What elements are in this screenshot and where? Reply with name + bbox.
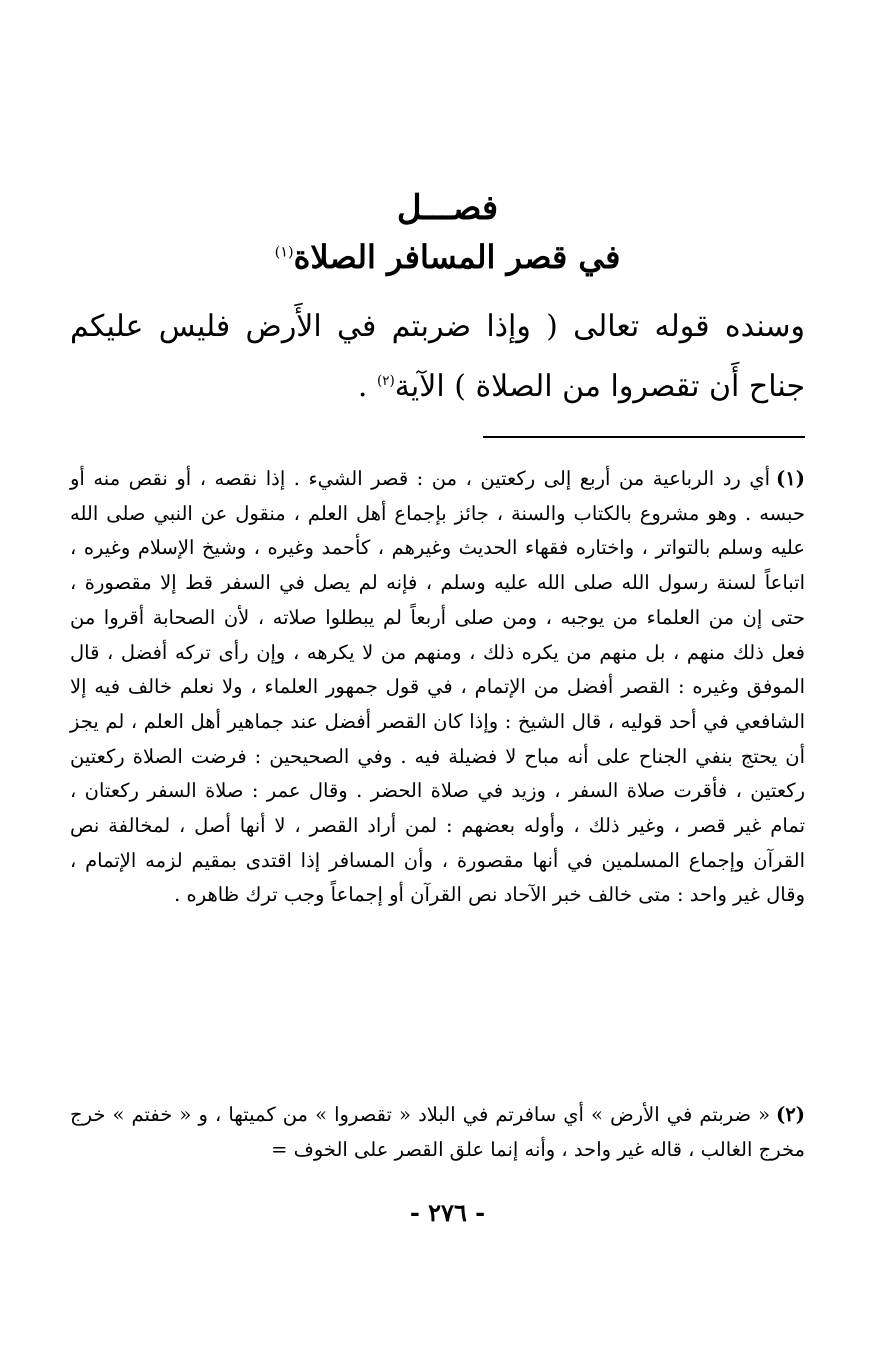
footnote-1-text: أي رد الرباعية من أربع إلى ركعتين ، من : قصر الشيء . إذا نقصه ، أو نقص منه أو حبسه . وهو مشروع بالكتاب والسنة ، جائز بإجماع أهل العلم ، منقول عن النبي صلى الله عليه وسلم بالتواتر ، واختاره فقهاء الحديث وغيرهم ، كأحمد وغيره ، وشيخ الإسلام وغيره ، اتباعاً لسنة رسول الله صلى الله عليه وسلم ، فإنه لم يصل في السفر قط إلا مقصورة ، حتى إن من العلماء من يوجبه ، ومن صلى أربعاً لم يبطلوا صلاته ، لأن الصحابة أقروا من فعل ذلك منهم ، بل منهم من يكره ذلك ، ومنهم من لا يكرهه ، وإن رأى تركه أفضل ، قال الموفق وغيره : القصر أفضل من الإتمام ، في قول جمهور العلماء ، ولا نعلم خالف فيه إلا الشافعي في أحد قوليه ، قال الشيخ : وإذا كان القصر أفضل عند جماهير أهل العلم ، لم يجز أن يحتج بنفي الجناح على أنه مباح لا فضيلة فيه . وفي الصحيحين : فرضت الصلاة ركعتين ركعتين ، فأقرت صلاة السفر ، وزيد في صلاة الحضر . وقال عمر : صلاة السفر ركعتان ، تمام غير قصر ، وغير ذلك ، وأوله بعضهم : لمن أراد القصر ، لا أنها أصل ، لمخالفة نص القرآن وإجماع المسلمين في أنها مقصورة ، وأن المسافر إذا اقتدى بمقيم لزمه الإتمام ، وقال غير واحد : متى خالف خبر الآحاد نص القرآن أو إجماعاً وجب ترك ظاهره .: [70, 467, 805, 907]
footnote-2: [70, 1098, 805, 1167]
footnote-1-mark: (١): [776, 467, 805, 490]
footnote-2-text: « ضربتم في الأرض » أي سافرتم في البلاد « تقصروا » من كميتها ، و « خفتم » خرج مخرج الغالب ، قاله غير واحد ، وأنه إنما علق القصر على الخوف =: [70, 1103, 805, 1161]
main-paragraph-end: .: [357, 369, 377, 404]
section-heading: فصـــل: [396, 188, 499, 228]
main-paragraph: [70, 300, 805, 414]
page-number: - ٢٧٦ -: [409, 1198, 486, 1227]
footnote-ref-2: (٢): [376, 373, 395, 389]
subheading-text: في قصر المسافر الصلاة: [293, 238, 621, 276]
section-subheading: [0, 238, 895, 276]
footnote-1: [70, 462, 805, 913]
main-paragraph-text: وسنده قوله تعالى ( وإذا ضربتم في الأَرض فليس عليكم جناح أَن تقصروا من الصلاة ) الآية: [70, 309, 805, 404]
footnote-ref-1: (١): [274, 244, 294, 261]
footnote-2-mark: (٢): [776, 1103, 805, 1126]
footnote-separator: [483, 436, 805, 438]
